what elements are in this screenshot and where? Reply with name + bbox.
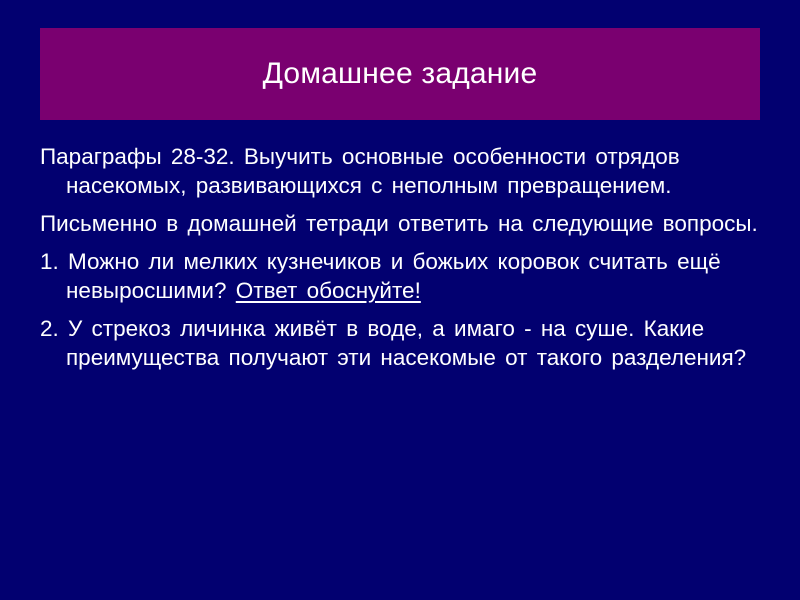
- question-1-text: 1. Можно ли мелких кузнечиков и божьих коровок считать ещё невыросшими?: [40, 249, 721, 303]
- paragraph-1: [40, 142, 760, 200]
- paragraph-2-text: Письменно в домашней тетради ответить на следующие вопросы.: [40, 211, 758, 236]
- justify-answer-link[interactable]: Ответ обоснуйте!: [235, 278, 421, 303]
- paragraph-1-text: Параграфы 28-32. Выучить основные особенности отрядов насекомых, развивающихся с неполным превращением.: [40, 144, 680, 198]
- slide-content: [40, 142, 760, 381]
- question-1: [40, 247, 760, 305]
- question-2: [40, 314, 760, 372]
- title-bar: [40, 28, 760, 120]
- slide-title: Домашнее задание: [262, 57, 538, 90]
- question-2-text: 2. У стрекоз личинка живёт в воде, а имаго - на суше. Какие преимущества получают эти насекомые от такого разделения?: [40, 316, 747, 370]
- paragraph-2: [40, 209, 760, 238]
